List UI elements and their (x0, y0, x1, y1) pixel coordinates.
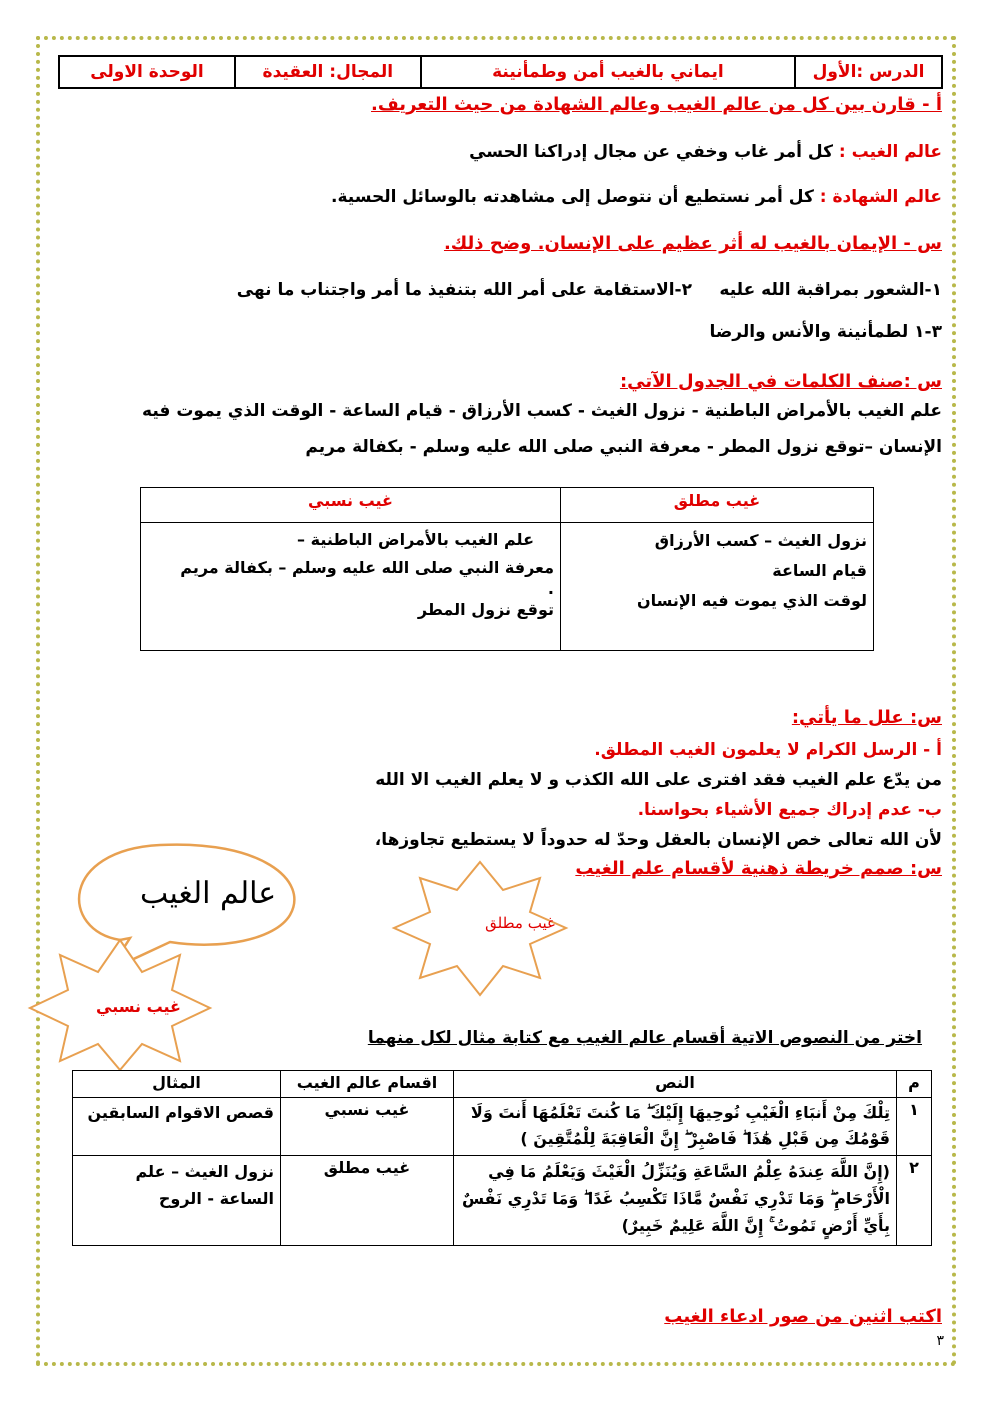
shahada-label: عالم الشهادة : (819, 187, 942, 207)
relative-item: معرفة النبي صلى الله عليه وسلم – بكفالة مريم (180, 558, 554, 577)
q2-point-1: ١-الشعور بمراقبة الله عليه (719, 280, 942, 300)
absolute-cell (561, 523, 874, 651)
ghayb-label: عالم الغيب : (838, 142, 942, 162)
q3-words-line-2: الإنسان –توقع نزول المطر - معرفة النبي صلى الله عليه وسلم - بكفالة مريم (305, 437, 942, 457)
row-example: نزول الغيث – علم الساعة - الروح (73, 1156, 281, 1246)
relative-node: غيب نسبي (96, 997, 181, 1016)
q2-point-3: ٣-١ لطمأنينة والأنس والرضا (709, 322, 942, 342)
row-num: ٢ (897, 1156, 932, 1246)
field-label: المجال: العقيدة (235, 56, 421, 88)
q3-words-line-1: علم الغيب بالأمراض الباطنية - نزول الغيث - كسب الأرزاق - قيام الساعة - الوقت الذي يموت فيه (142, 401, 942, 421)
q4-b-title: ب- عدم إدراك جميع الأشياء بحواسنا. (637, 800, 942, 820)
lesson-label: الدرس :الأول (795, 56, 942, 88)
col-relative-header: غيب نسبي (141, 488, 561, 523)
section-header: اقسام عالم الغيب (281, 1071, 454, 1098)
ghayb-definition (469, 142, 942, 162)
relative-item: . (547, 579, 554, 598)
num-header: م (897, 1071, 932, 1098)
shahada-definition (331, 187, 942, 207)
classification-table (140, 487, 874, 651)
absolute-node: غيب مطلق (485, 914, 555, 932)
ghayb-text: كل أمر غاب وخفي عن مجال إدراكنا الحسي (469, 142, 833, 162)
row-section: غيب نسبي (281, 1098, 454, 1156)
center-node: عالم الغيب (140, 876, 277, 911)
relative-item: توقع نزول المطر (417, 600, 554, 619)
q2-point-2: ٢-الاستقامة على أمر الله بتنفيذ ما أمر واجتناب ما نهى (236, 280, 692, 300)
q6-question: اختر من النصوص الاتية أقسام عالم الغيب مع كتابة مثال لكل منهما (367, 1028, 922, 1048)
q3-question: س :صنف الكلمات في الجدول الآتي: (619, 371, 942, 392)
absolute-item: قيام الساعة (772, 561, 867, 580)
relative-item: علم الغيب بالأمراض الباطنية – (297, 530, 534, 549)
absolute-item: نزول الغيث – كسب الأرزاق (654, 531, 867, 550)
q2-question: س - الإيمان بالغيب له أثر عظيم على الإنسان. وضح ذلك. (443, 233, 942, 254)
q1-question: أ - قارن بين كل من عالم الغيب وعالم الشهادة من حيث التعريف. (371, 94, 942, 115)
lesson-title: ايماني بالغيب أمن وطمأنينة (421, 56, 795, 88)
q4-a-answer: من يدّع علم الغيب فقد افترى على الله الكذب و لا يعلم الغيب الا الله (375, 770, 942, 790)
unit-label: الوحدة الاولى (59, 56, 235, 88)
example-header: المثال (73, 1071, 281, 1098)
quran-sections-table (72, 1070, 932, 1246)
text-header: النص (454, 1071, 897, 1098)
q4-question: س: علل ما يأتي: (791, 707, 942, 728)
row-example: قصص الاقوام السابقين (73, 1098, 281, 1156)
row-num: ١ (897, 1098, 932, 1156)
q4-a-title: أ - الرسل الكرام لا يعلمون الغيب المطلق. (594, 740, 942, 760)
shahada-text: كل أمر نستطيع أن نتوصل إلى مشاهدته بالوسائل الحسية. (331, 187, 814, 207)
row-text: (إِنَّ اللَّهَ عِندَهُ عِلْمُ السَّاعَةِ وَيُنَزِّلُ الْغَيْثَ وَيَعْلَمُ مَا فِي الْأَرْحَامِ ۖ وَمَا تَدْرِي نَفْسٌ مَّاذَا تَكْسِبُ غَدًا ۖ وَمَا تَدْرِي نَفْسٌ بِأَيِّ أَرْضٍ تَمُوتُ ۚ إِنَّ اللَّهَ عَلِيمٌ خَبِيرٌ) (454, 1156, 897, 1246)
col-absolute-header: غيب مطلق (561, 488, 874, 523)
relative-cell (141, 523, 561, 651)
q7-question: اكتب اثنين من صور ادعاء الغيب (664, 1306, 942, 1327)
row-text: تِلْكَ مِنْ أَنبَاءِ الْغَيْبِ نُوحِيهَا إِلَيْكَ ۖ مَا كُنتَ تَعْلَمُهَا أَنتَ وَلَا قَوْمُكَ مِن قَبْلِ هَٰذَا ۖ فَاصْبِرْ ۖ إِنَّ الْعَاقِبَةَ لِلْمُتَّقِينَ ) (454, 1098, 897, 1156)
absolute-item: لوقت الذي يموت فيه الإنسان (636, 591, 867, 610)
row-section: غيب مطلق (281, 1156, 454, 1246)
page-number: ٣ (936, 1333, 944, 1349)
q4-b-answer: لأن الله تعالى خص الإنسان بالعقل وحدّ له حدوداً لا يستطيع تجاوزها، (374, 830, 942, 850)
q5-question: س: صمم خريطة ذهنية لأقسام علم الغيب (575, 858, 942, 879)
lesson-header-table (58, 55, 943, 89)
